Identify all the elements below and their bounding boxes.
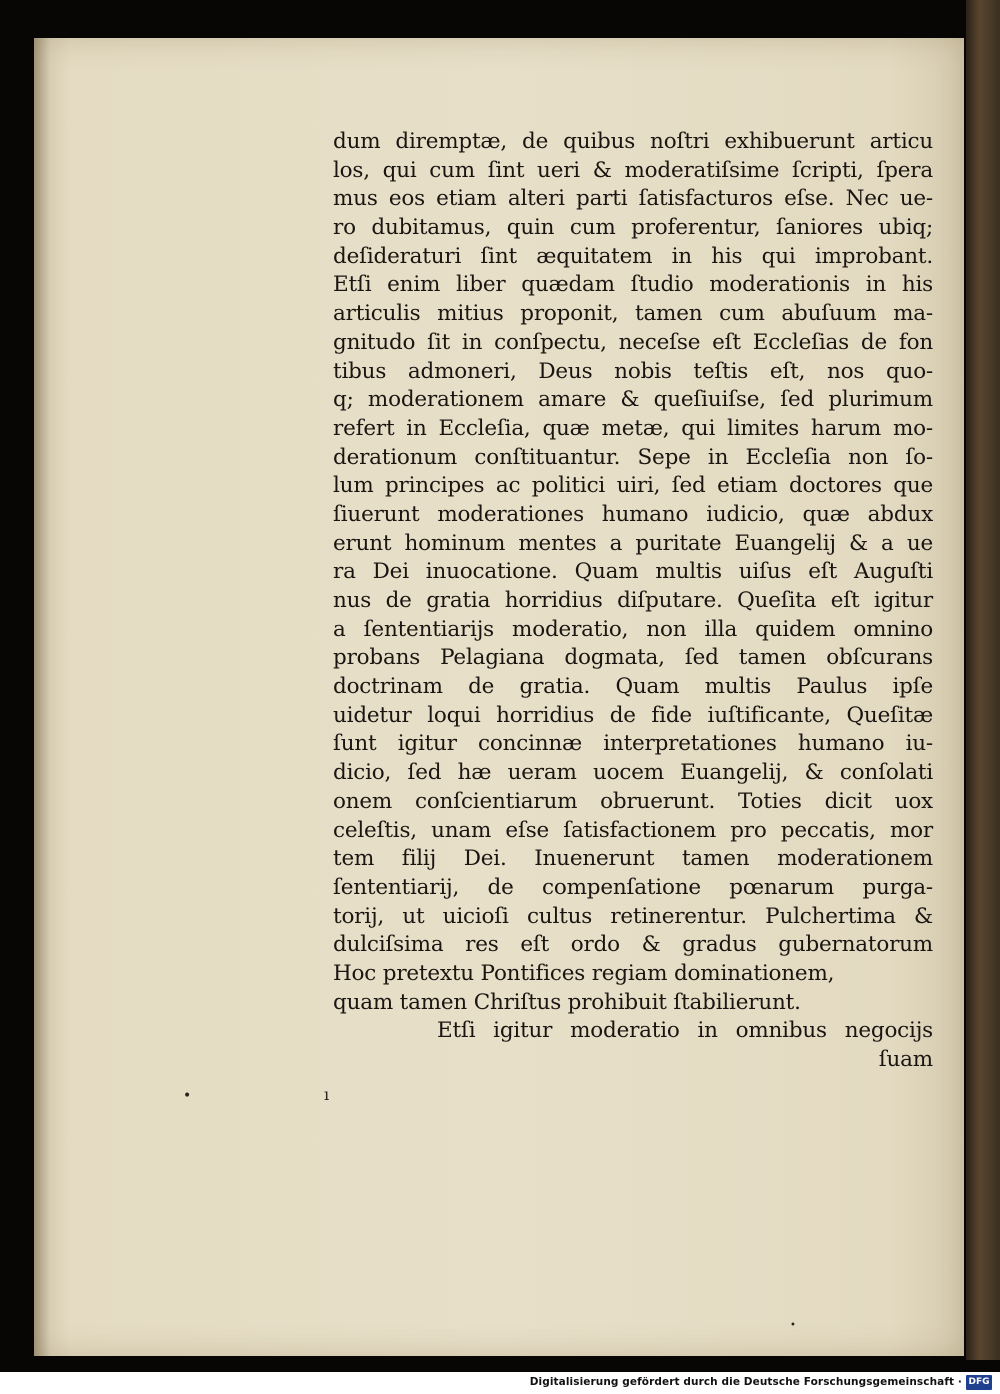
text-line: doctrinam de gratia. Quam multis Paulus ipſe (333, 674, 933, 700)
text-line: ſunt igitur concinnæ interpretationes humano iu- (333, 731, 933, 757)
body-text (333, 128, 933, 1075)
text-line: dicio, ſed hæ ueram uocem Euangelij, & conſolati (333, 760, 933, 786)
text-line: los, qui cum ſint ueri & moderatiſsime ſcripti, ſpera (333, 157, 933, 183)
funding-note: Digitalisierung gefördert durch die Deutsche Forschungsgemeinschaft · (529, 1376, 962, 1388)
text-line: lum principes ac politici uiri, ſed etiam doctores que (333, 473, 933, 499)
text-line: probans Pelagiana dogmata, ſed tamen obſcurans (333, 645, 933, 671)
text-line: tibus admoneri, Deus nobis teſtis eſt, nos quo- (333, 358, 933, 384)
text-line: erunt hominum mentes a puritate Euangelij & a ue (333, 530, 933, 556)
text-line: ſententiarij, de compenſatione pœnarum purga- (333, 874, 933, 900)
ink-speck: • (183, 1088, 192, 1104)
text-line: ro dubitamus, quin cum proferentur, ſaniores ubiq; (333, 215, 933, 241)
text-line: ſiuerunt moderationes humano iudicio, quæ abdux (333, 501, 933, 527)
text-line: tem filij Dei. Inuenerunt tamen moderationem (333, 846, 933, 872)
page-edge (966, 0, 1000, 1360)
text-line: refert in Eccleſia, quæ metæ, qui limites harum mo- (333, 415, 933, 441)
text-line: torij, ut uicioſi cultus retinerentur. Pulchertima & (333, 903, 933, 929)
text-line: articulis mitius proponit, tamen cum abuſuum ma- (333, 301, 933, 327)
text-line: deſideraturi ſint æquitatem in his qui improbant. (333, 243, 933, 269)
text-line: celeſtis, unam eſse ſatisfactionem pro peccatis, mor (333, 817, 933, 843)
text-line: Etſi enim liber quædam ſtudio moderationis in his (333, 272, 933, 298)
text-line: dulciſsima res eſt ordo & gradus gubernatorum (333, 932, 933, 958)
text-line: derationum conſtituantur. Sepe in Eccleſia non ſo- (333, 444, 933, 470)
text-line: mus eos etiam alteri parti ſatisfacturos eſse. Nec ue- (333, 186, 933, 212)
text-line: dum diremptæ, de quibus noſtri exhibuerunt articu (333, 129, 933, 154)
dfg-logo: DFG (966, 1375, 992, 1390)
footer-bar (0, 1372, 1000, 1394)
text-line: uidetur loqui horridius de fide iuſtificante, Queſitæ (333, 702, 933, 728)
text-line: gnitudo ſit in conſpectu, neceſse eſt Eccleſias de fon (333, 329, 933, 355)
text-line: onem conſcientiarum obruerunt. Toties dicit uox (333, 788, 933, 814)
text-line: q; moderationem amare & queſiuiſse, ſed plurimum (333, 387, 933, 413)
text-line: ra Dei inuocatione. Quam multis uiſus eſt Auguſti (333, 559, 933, 585)
catchword: ſuam (878, 1047, 933, 1072)
text-line: Etſi igitur moderatio in omnibus negocijs (437, 1018, 933, 1044)
text-line: quam tamen Chriſtus prohibuit ſtabilierunt. (333, 989, 801, 1015)
gutter-shadow (34, 38, 50, 1356)
text-line: Hoc pretextu Pontifices regiam dominationem, (333, 960, 835, 986)
text-line: nus de gratia horridius diſputare. Queſita eſt igitur (333, 588, 933, 613)
ink-speck: • (790, 1320, 796, 1331)
ink-speck: ı (324, 1085, 330, 1104)
text-line: a ſententiarijs moderatio, non illa quidem omnino (333, 616, 933, 642)
